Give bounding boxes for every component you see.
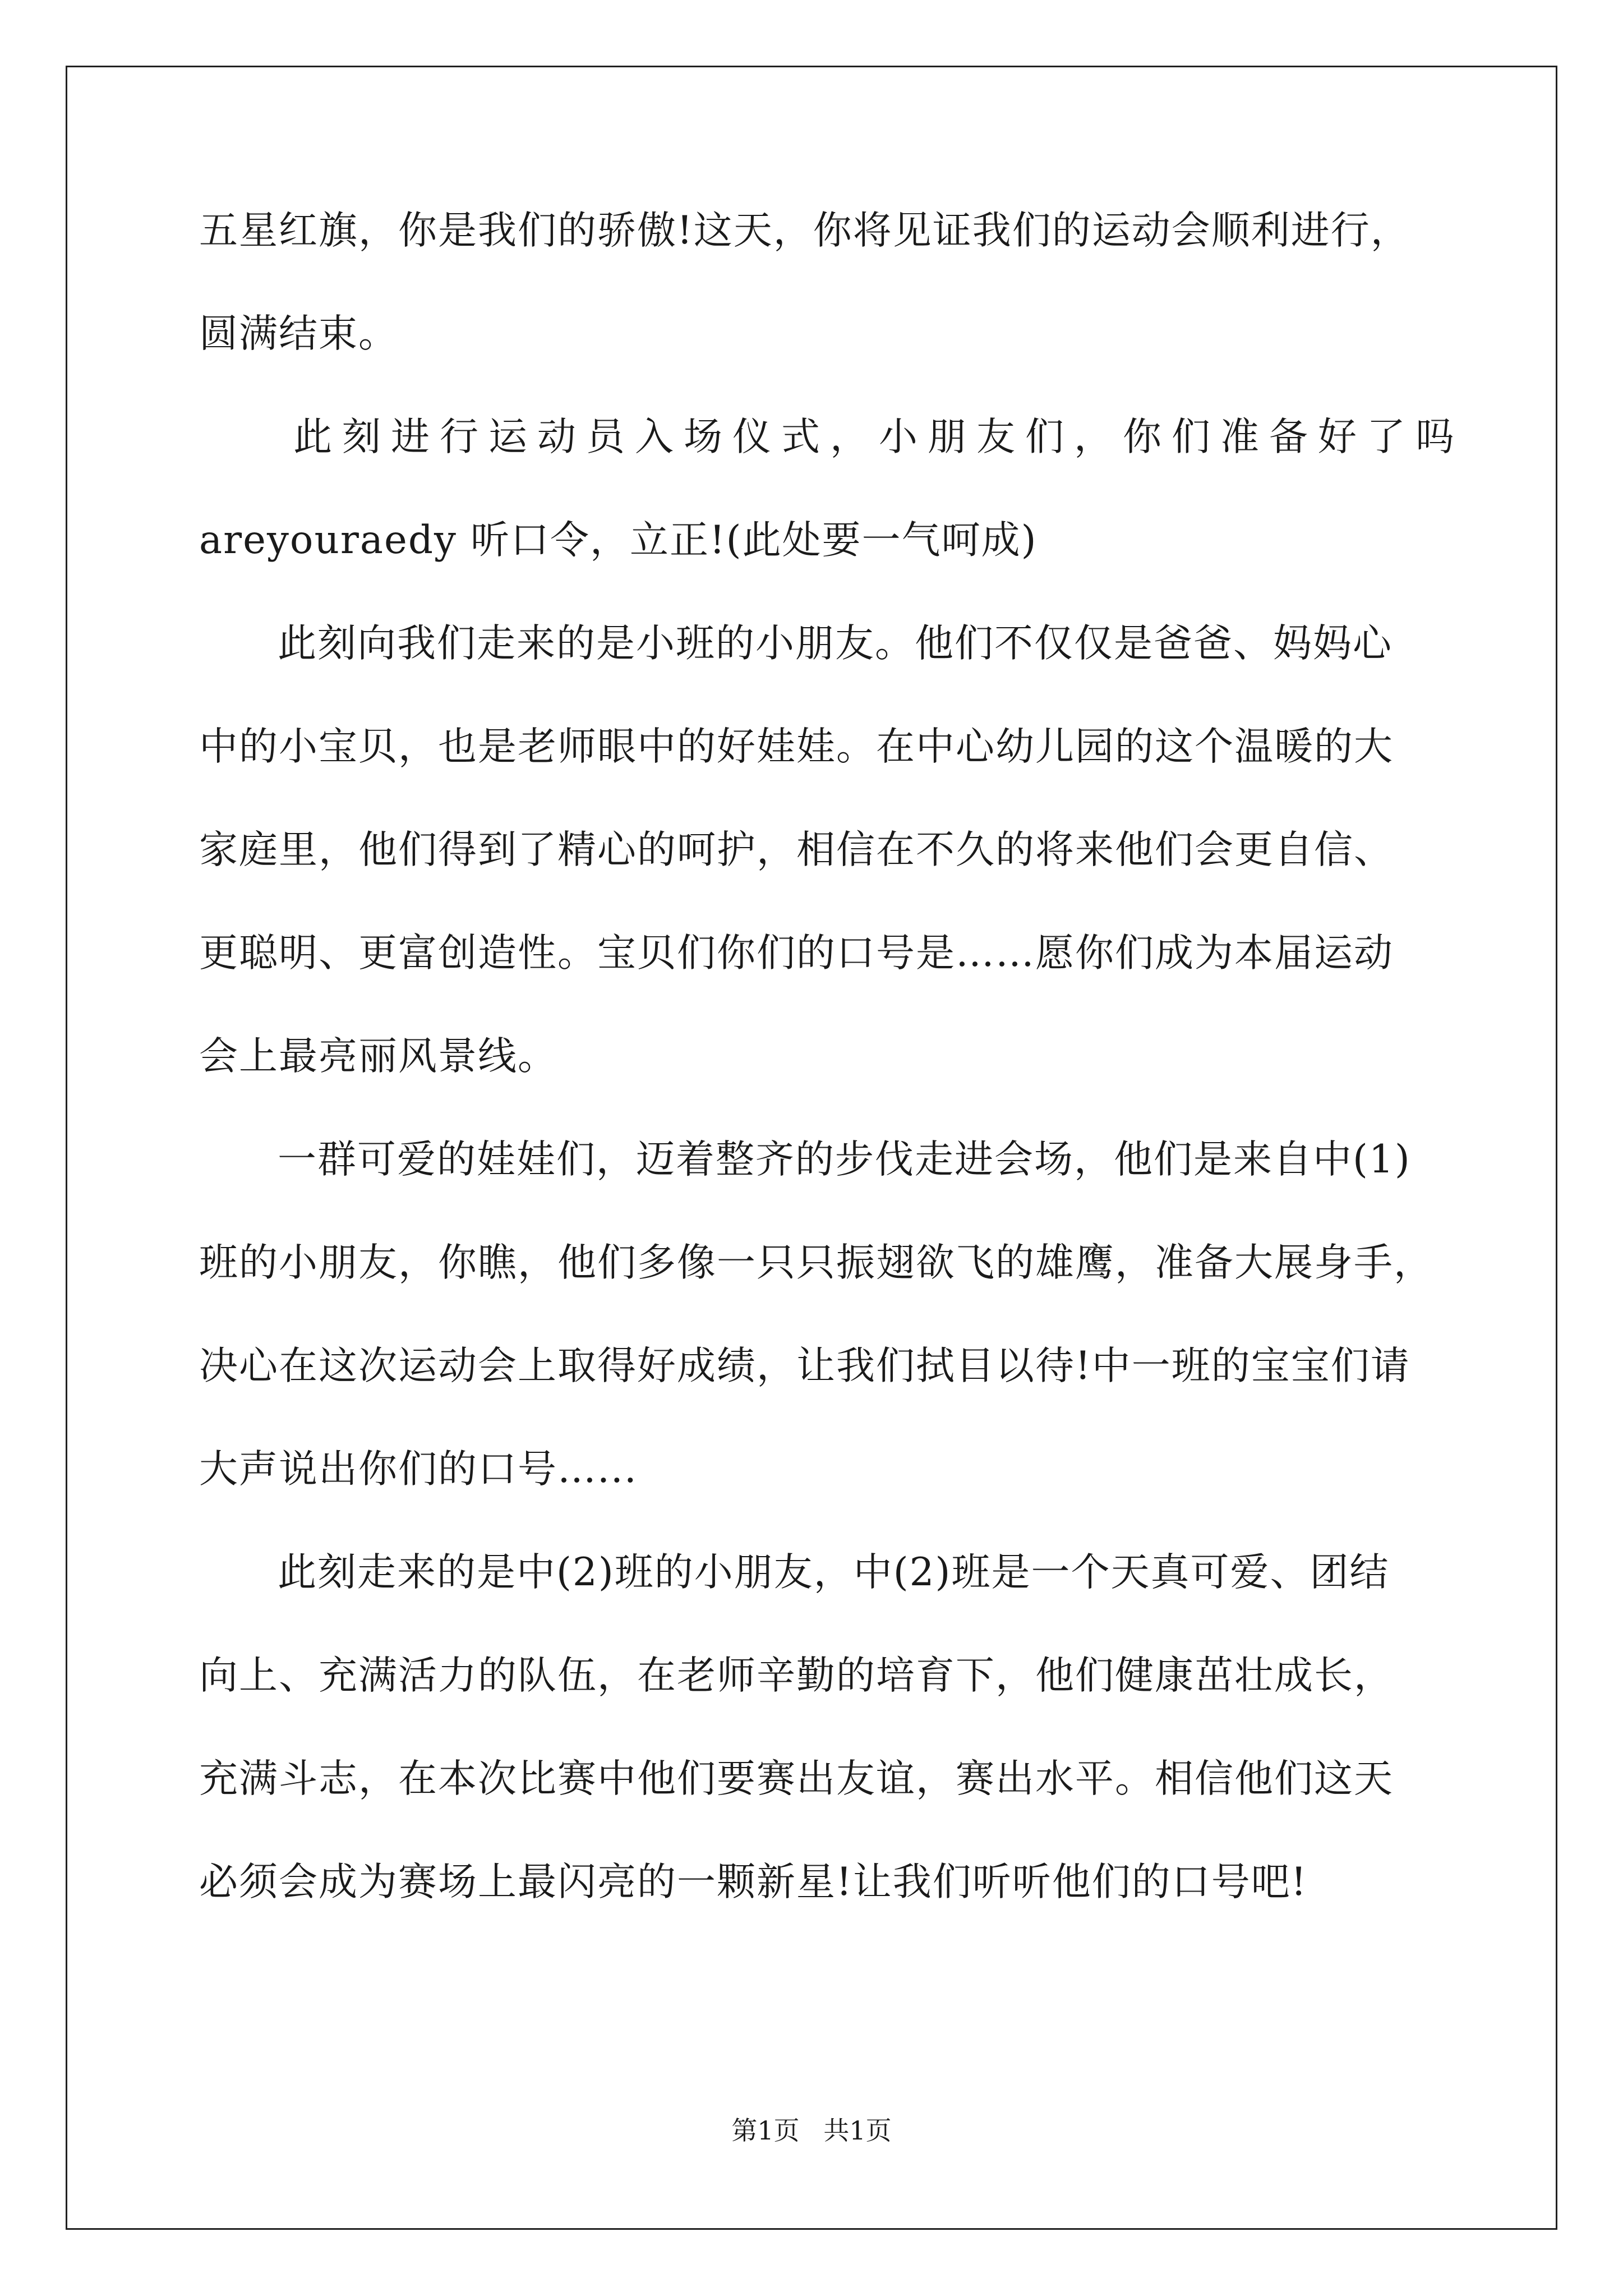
body-text-line: 一群可爱的娃娃们，迈着整齐的步伐走进会场，他们是来自中(1) <box>278 1137 1411 1182</box>
body-text-line: 此刻走来的是中(2)班的小朋友，中(2)班是一个天真可爱、团结 <box>278 1550 1390 1595</box>
body-text-line: 家庭里，他们得到了精心的呵护，相信在不久的将来他们会更自信、 <box>199 827 1394 872</box>
page-total: 共1页 <box>823 2115 892 2146</box>
body-text-line: 此刻进行运动员入场仪式，小朋友们，你们准备好了吗 <box>293 415 1464 459</box>
body-text-line: 五星红旗，你是我们的骄傲!这天，你将见证我们的运动会顺利进行， <box>199 208 1410 253</box>
body-text-line: 此刻向我们走来的是小班的小朋友。他们不仅仅是爸爸、妈妈心 <box>278 621 1393 666</box>
body-text-line: 班的小朋友，你瞧，他们多像一只只振翅欲飞的雄鹰，准备大展身手， <box>199 1240 1433 1285</box>
body-text-line: 会上最亮丽风景线。 <box>199 1034 557 1079</box>
body-text-line: areyouraedy 听口令，立正!(此处要一气呵成) <box>199 518 1038 563</box>
page-footer <box>0 2115 1623 2146</box>
body-text-line: 必须会成为赛场上最闪亮的一颗新星!让我们听听他们的口号吧! <box>199 1860 1308 1904</box>
body-text-line: 更聪明、更富创造性。宝贝们你们的口号是……愿你们成为本届运动 <box>199 931 1394 976</box>
body-text-line: 中的小宝贝，也是老师眼中的好娃娃。在中心幼儿园的这个温暖的大 <box>199 724 1394 769</box>
page-number: 第1页 <box>731 2115 800 2146</box>
body-text-line: 圆满结束。 <box>199 311 398 356</box>
document-body <box>199 208 1464 1905</box>
body-text-line: 大声说出你们的口号…... <box>199 1447 638 1492</box>
body-text-line: 充满斗志，在本次比赛中他们要赛出友谊，赛出水平。相信他们这天 <box>199 1756 1394 1801</box>
body-text-line: 决心在这次运动会上取得好成绩，让我们拭目以待!中一班的宝宝们请 <box>199 1343 1410 1388</box>
body-text-line: 向上、充满活力的队伍，在老师辛勤的培育下，他们健康茁壮成长， <box>199 1653 1394 1698</box>
